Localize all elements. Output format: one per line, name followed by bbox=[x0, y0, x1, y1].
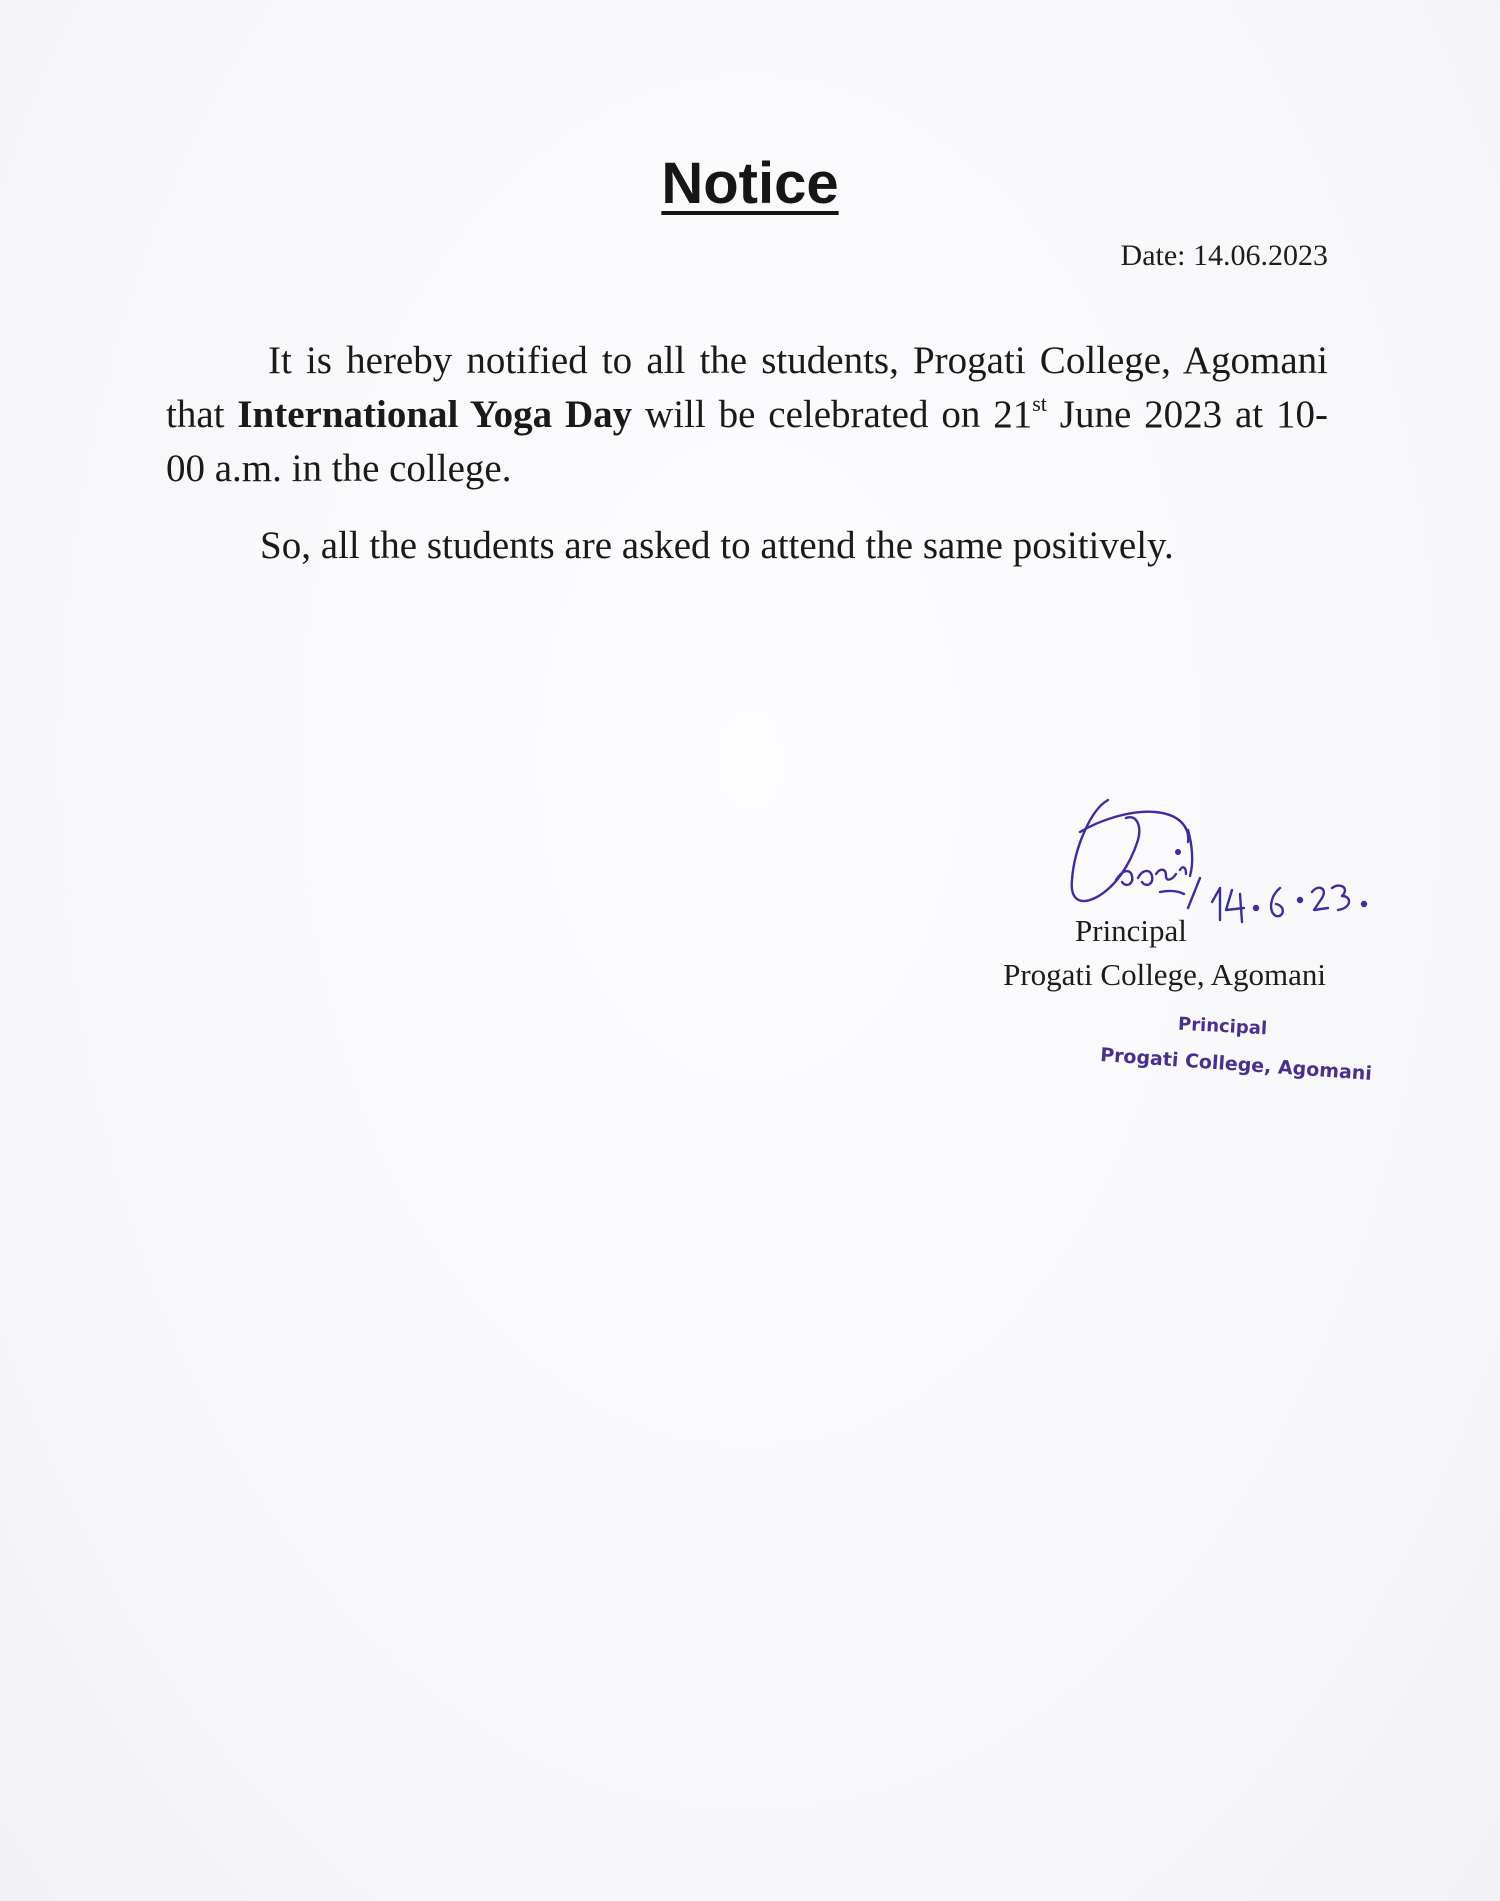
stamp-line-2: Progati College, Agomani bbox=[1099, 1044, 1373, 1085]
signatory-institution: Progati College, Agomani bbox=[1003, 957, 1326, 992]
handwritten-signature bbox=[1060, 770, 1460, 930]
signatory-title: Principal bbox=[1075, 913, 1187, 948]
notice-date: Date: 14.06.2023 bbox=[1120, 239, 1328, 272]
notice-title: Notice bbox=[661, 151, 839, 216]
stamp-line-1: Principal bbox=[1177, 1013, 1268, 1040]
notice-paragraph-1: It is hereby notified to all the students, Progati College, Agomani that International Yoga Day will be celebrated on 21st June 2023 at 10-00 a.m. in the college. bbox=[166, 339, 1329, 490]
ordinal-suffix: st bbox=[1032, 391, 1047, 416]
event-name: International Yoga Day bbox=[237, 393, 633, 436]
official-stamp bbox=[1095, 1010, 1373, 1090]
notice-paragraph-2: So, all the students are asked to attend the same positively. bbox=[260, 524, 1174, 567]
